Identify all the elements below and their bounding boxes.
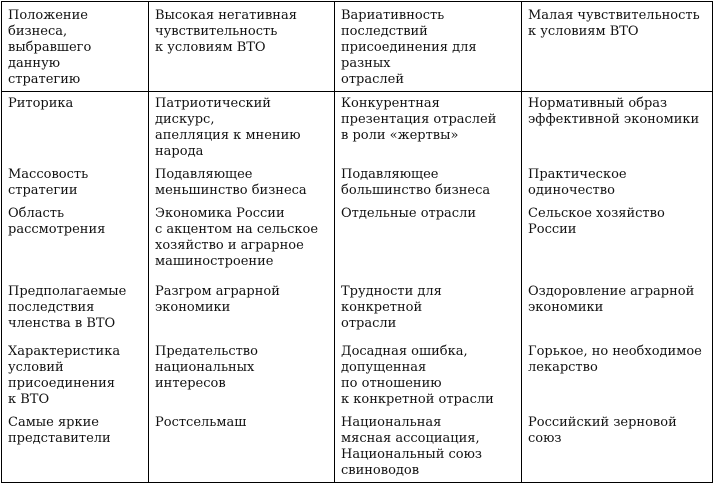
table-cell: Национальная мясная ассоциация, Национальный союз свиноводов [335,411,522,483]
row-label-cell: Характеристика условий присоединения к ВТО [2,340,149,411]
table-cell: Нормативный образ эффективной экономики [522,92,713,164]
table-cell: Патриотический дискурс, апелляция к мнению народа [149,92,335,164]
table-cell: Российский зерновой союз [522,411,713,483]
table-cell: Подавляющее большинство бизнеса [335,163,522,202]
header-cell-low-sensitivity: Малая чувствительность к условиям ВТО [522,2,713,92]
table-header-row [2,2,713,92]
table-cell: Подавляющее меньшинство бизнеса [149,163,335,202]
table-cell: Трудности для конкретной отрасли [335,280,522,340]
table-cell: Конкурентная презентация отраслей в роли «жертвы» [335,92,522,164]
table-cell: Предательство национальных интересов [149,340,335,411]
table-row [2,163,713,202]
table-cell: Экономика России с акцентом на сельское хозяйство и аграрное машиностроение [149,202,335,280]
row-label-cell: Самые яркие представители [2,411,149,483]
header-cell-business-position: Положение бизнеса, выбравшего данную стратегию [2,2,149,92]
row-label-cell: Область рассмотрения [2,202,149,280]
table-row [2,340,713,411]
table-row [2,92,713,164]
table-cell: Практическое одиночество [522,163,713,202]
row-label-cell: Риторика [2,92,149,164]
table-cell: Оздоровление аграрной экономики [522,280,713,340]
table-cell: Отдельные отрасли [335,202,522,280]
table-cell: Горькое, но необходимое лекарство [522,340,713,411]
table-row [2,411,713,483]
strategy-comparison-table [1,1,713,483]
row-label-cell: Предполагаемые последствия членства в ВТО [2,280,149,340]
table-cell: Досадная ошибка, допущенная по отношению к конкретной отрасли [335,340,522,411]
strategy-comparison-table-frame [1,1,712,478]
table-cell: Ростсельмаш [149,411,335,483]
table-row [2,202,713,280]
table-cell: Сельское хозяйство России [522,202,713,280]
table-cell: Разгром аграрной экономики [149,280,335,340]
header-cell-high-sensitivity: Высокая негативная чувствительность к условиям ВТО [149,2,335,92]
table-row [2,280,713,340]
row-label-cell: Массовость стратегии [2,163,149,202]
header-cell-variability: Вариативность последствий присоединения для разных отраслей [335,2,522,92]
